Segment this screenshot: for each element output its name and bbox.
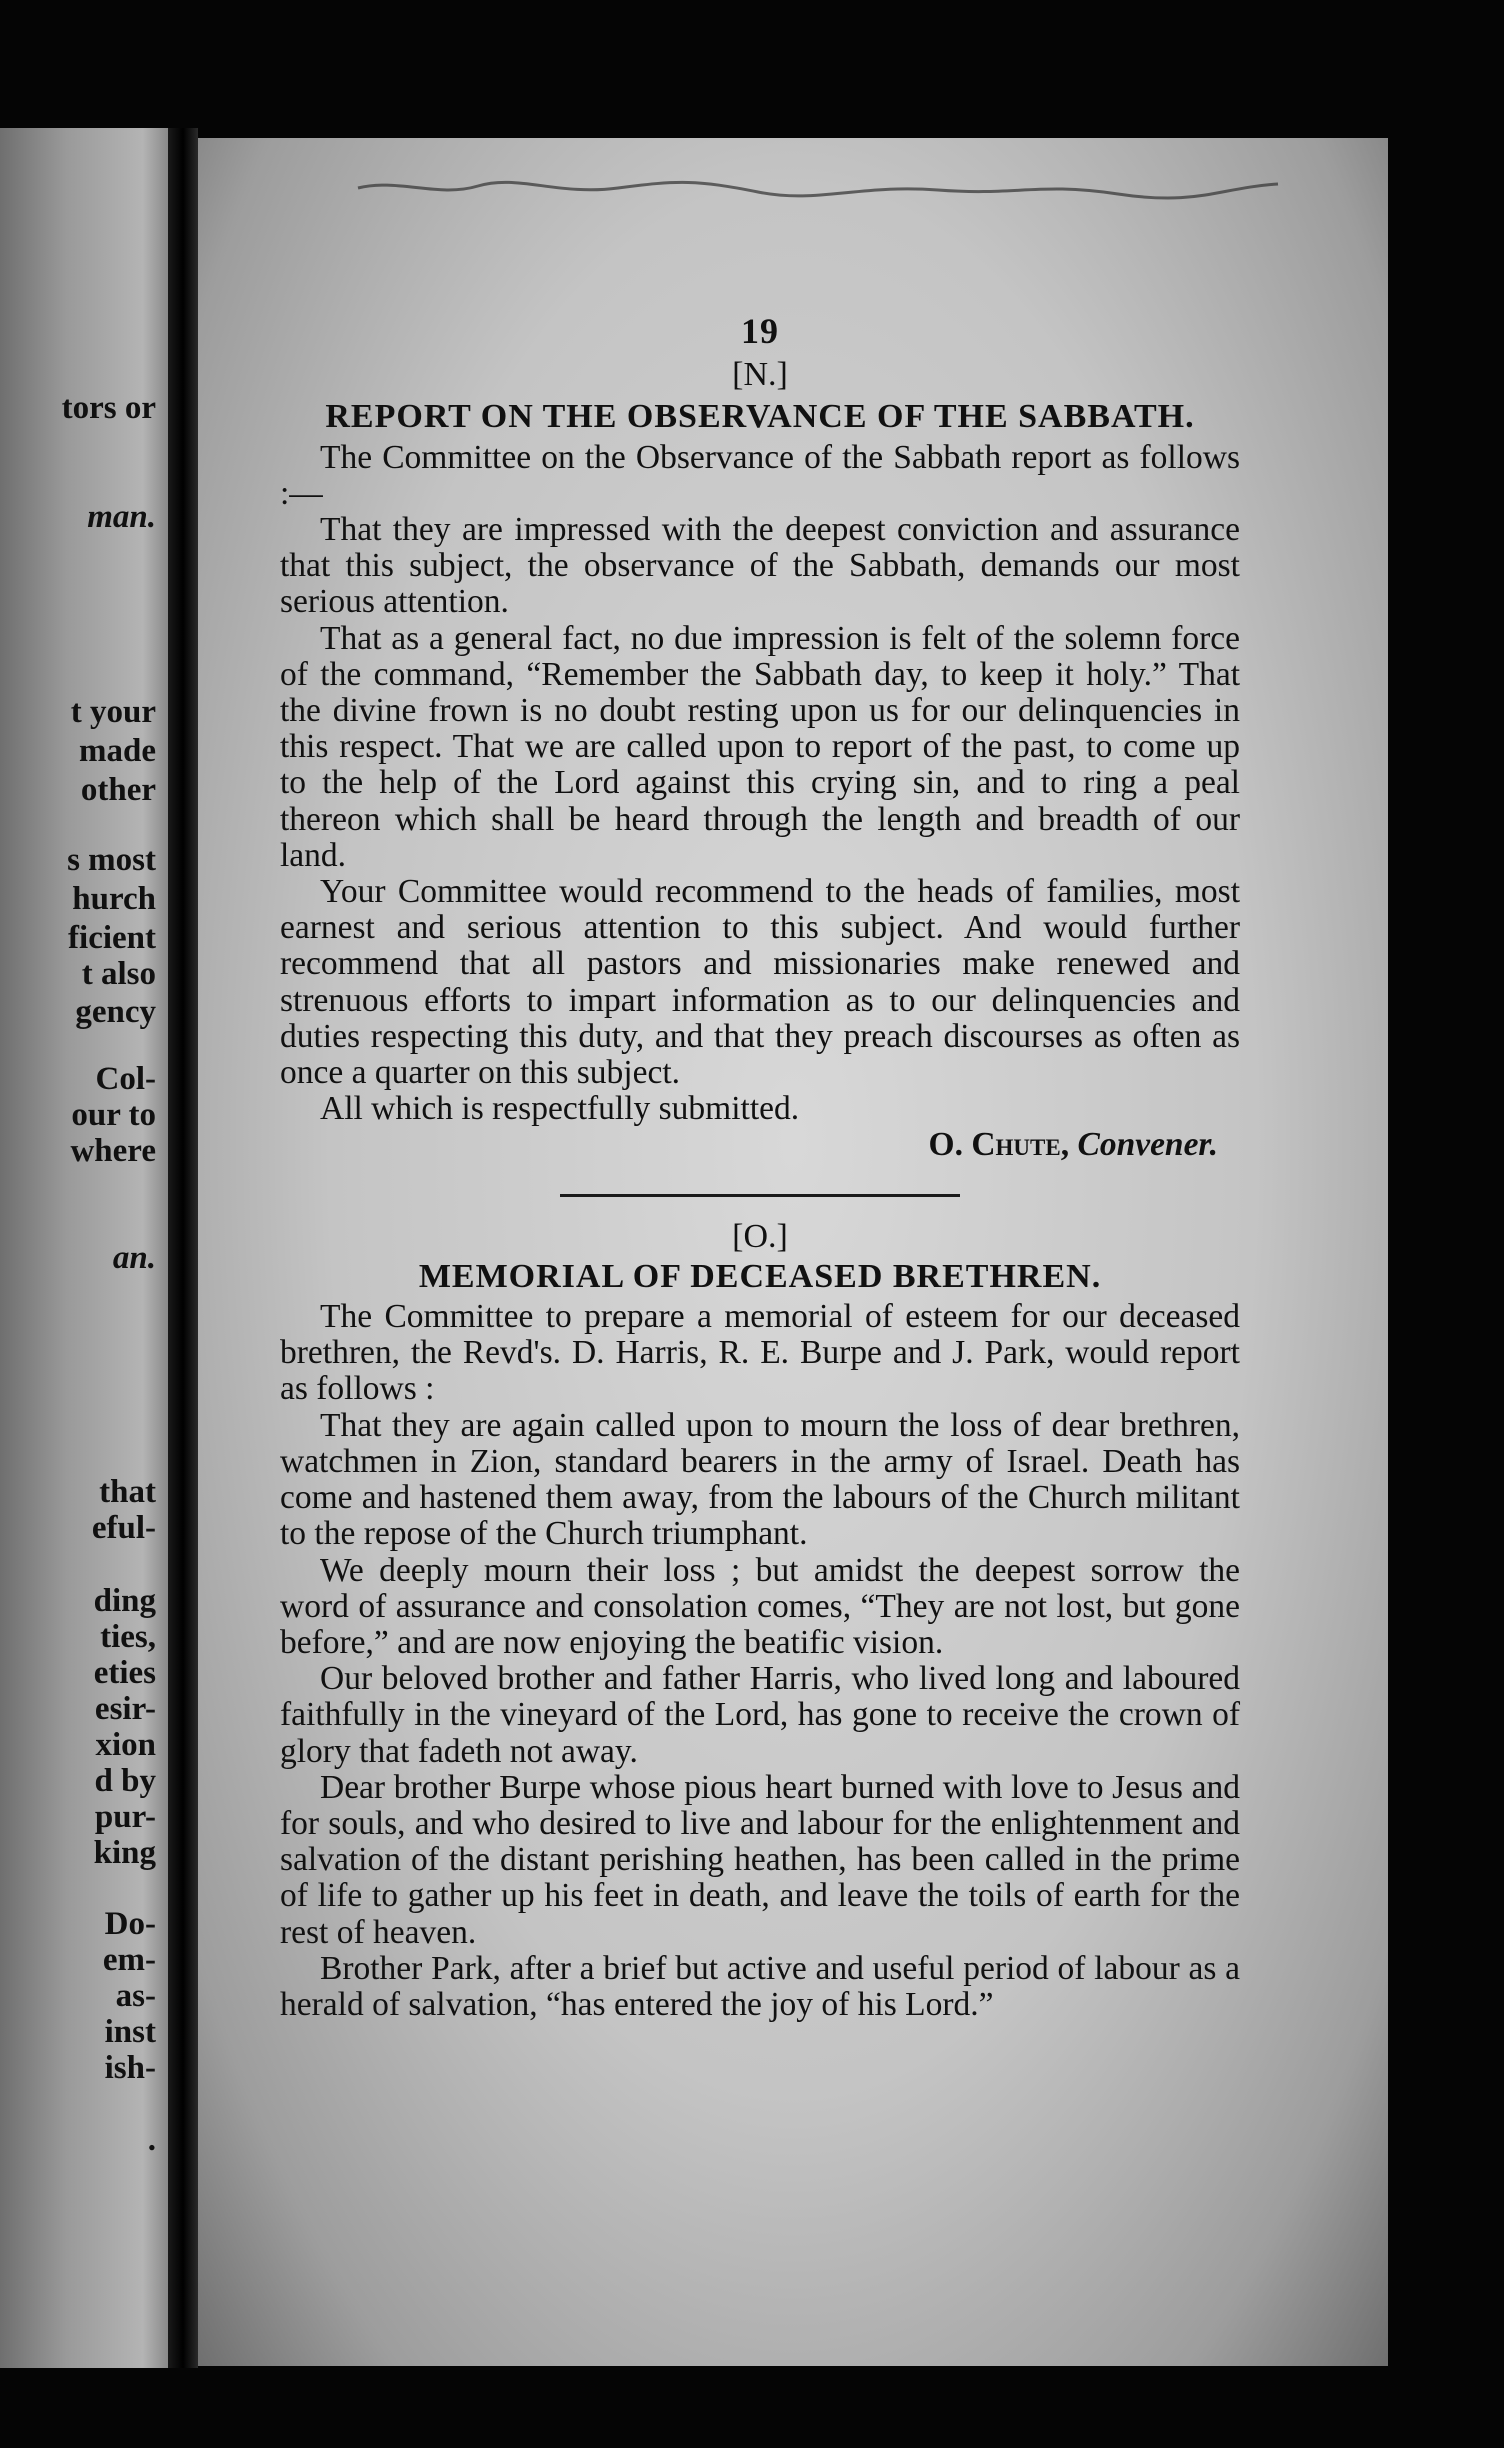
section-o-label: [O.] [732, 1217, 788, 1255]
left-page-text-fragment: our to [71, 1096, 156, 1133]
paragraph: Dear brother Burpe whose pious heart burned with love to Jesus and for souls, and who desired to live and labour for the enlightenment and salvation of the distant perishing heathen, has been called in the prime of life to gather up his feet in death, and leave the toils of earth for the rest of heaven. [280, 1768, 1240, 1951]
paragraph: That they are impressed with the deepest conviction and assurance that this subject, the observance of the Sabbath, demands our most serious attention. [280, 511, 1240, 621]
paragraph: Your Committee would recommend to the heads of families, most earnest and serious attention to this subject. And would further recommend that all pastors and missionaries make renewed and strenuous efforts to impart information as to our delinquencies and duties respecting this duty, and that they preach discourses as often as once a quarter on this subject. [280, 873, 1240, 1092]
paragraph: That as a general fact, no due impression is felt of the solemn force of the command, “Remember the Sabbath day, to keep it holy.” That the divine frown is no doubt resting upon us for our delinquencies in this respect. That we are called upon to report of the past, to come up to the help of the Lord against this crying sin, and to ring a peal thereon which shall be heard through the length and breadth of our land. [280, 619, 1240, 874]
left-page-text-fragment: em- [102, 1942, 156, 1979]
left-page-text-fragment: eties [93, 1655, 156, 1692]
left-page-text-fragment: ish- [104, 2049, 156, 2086]
section-o-title: MEMORIAL OF DECEASED BRETHREN. [418, 1257, 1102, 1295]
book-gutter [168, 128, 198, 2368]
left-page-text-fragment: xion [95, 1726, 156, 1763]
signature [280, 1127, 1240, 1163]
left-page-text-fragment: ficient [68, 920, 156, 957]
left-page-text-fragment: Col- [95, 1060, 156, 1097]
left-page-text-fragment: d by [94, 1762, 156, 1799]
left-page-text-fragment: t also [81, 956, 156, 993]
left-page-fragment [0, 128, 168, 2368]
handwritten-scribble [318, 158, 1318, 218]
left-page-text-fragment: eful- [91, 1510, 156, 1547]
left-page-text-fragment: other [80, 772, 156, 809]
book-page [198, 138, 1388, 2366]
signature-name: O. Chute, [928, 1126, 1070, 1164]
left-page-text-fragment: ding [93, 1583, 156, 1620]
page-content [280, 313, 1240, 2023]
left-page-text-fragment: ties, [100, 1619, 156, 1656]
left-page-text-fragment: tors or [61, 390, 156, 426]
signature-role: Convener. [1077, 1126, 1218, 1164]
left-page-text-fragment: inst [104, 2013, 156, 2050]
section-divider [560, 1194, 960, 1197]
section-n-label: [N.] [732, 356, 788, 394]
paragraph: We deeply mourn their loss ; but amidst the deepest sorrow the word of assurance and consolation comes, “They are not lost, but gone before,” and are now enjoying the beatific vision. [280, 1551, 1240, 1661]
paragraph: That they are again called upon to mourn the loss of dear brethren, watchmen in Zion, standard bearers in the army of Israel. Death has come and hastened them away, from the labours of the Church militant to the repose of the Church triumphant. [280, 1406, 1240, 1553]
left-page-text-fragment: . [147, 2121, 156, 2158]
left-page-text-fragment: made [79, 733, 156, 770]
left-page-text-fragment: t your [70, 694, 156, 731]
left-page-text-fragment: where [70, 1132, 156, 1169]
paragraph: Brother Park, after a brief but active and useful period of labour as a herald of salvation, “has entered the joy of his Lord.” [280, 1949, 1240, 2023]
left-page-text-fragment: gency [75, 993, 156, 1030]
left-page-text-fragment: that [99, 1474, 156, 1511]
left-page-text-fragment: s most [67, 842, 156, 879]
page-number: 19 [741, 311, 779, 351]
left-page-text-fragment: as- [115, 1978, 156, 2015]
left-page-text-fragment: esir- [94, 1691, 156, 1728]
paragraph: The Committee on the Observance of the Sabbath report as follows :— [280, 438, 1240, 512]
paragraph: Our beloved brother and father Harris, who lived long and laboured faithfully in the vineyard of the Lord, has gone to receive the crown of glory that fadeth not away. [280, 1660, 1240, 1770]
paragraph: All which is respectfully submitted. [320, 1090, 800, 1128]
section-n-title: REPORT ON THE OBSERVANCE OF THE SABBATH. [325, 398, 1195, 436]
left-page-text-fragment: man. [87, 499, 156, 536]
left-page-text-fragment: Do- [104, 1906, 156, 1943]
left-page-text-fragment: an. [112, 1240, 156, 1277]
left-page-text-fragment: pur- [94, 1798, 156, 1835]
left-page-text-fragment: hurch [72, 881, 156, 918]
left-page-text-fragment: king [93, 1834, 156, 1871]
paragraph: The Committee to prepare a memorial of esteem for our deceased brethren, the Revd's. D. Harris, R. E. Burpe and J. Park, would report as follows : [280, 1298, 1240, 1408]
